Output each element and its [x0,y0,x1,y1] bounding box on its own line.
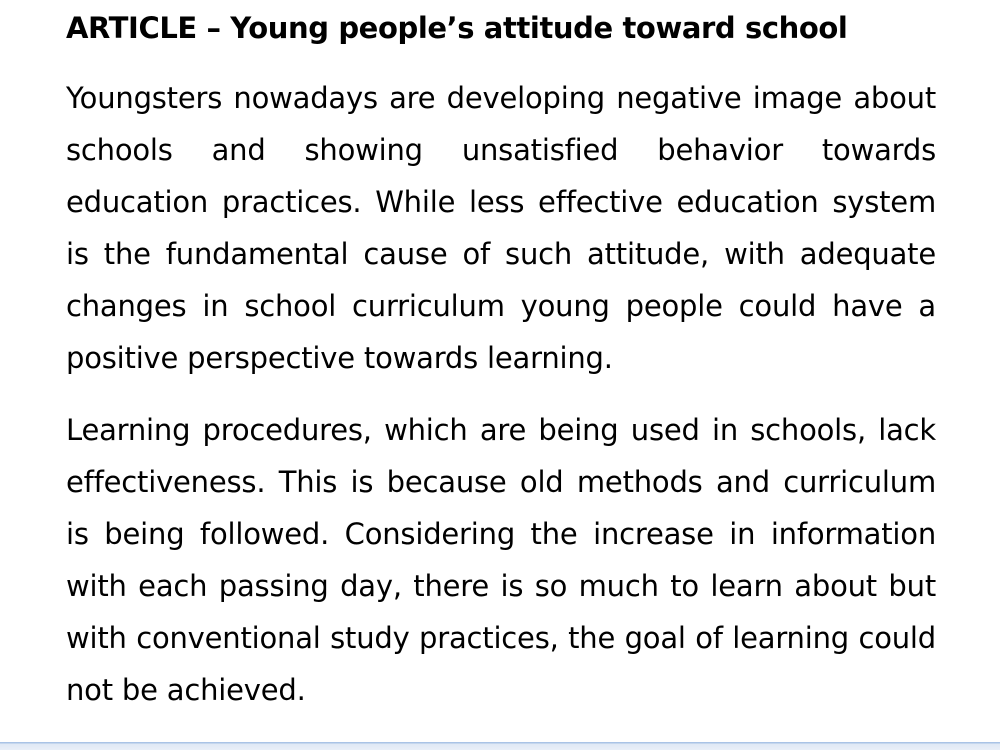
window-bottom-border [0,742,1000,750]
article-paragraph-2: Learning procedures, which are being used in schools, lack effectiveness. This is because old methods and curriculum is being followed. Considering the increase in information with each passing day, there is so much to learn about but with conventional study practices, the goal of learning could not be achieved. [66,413,936,707]
article-paragraph-1: Youngsters nowadays are developing negative image about schools and showing unsatisfied behavior towards education practices. While less effective education system is the fundamental cause of such attitude, with adequate changes in school curriculum young people could have a positive perspective towards learning. [66,81,936,375]
article-title: ARTICLE – Young people’s attitude toward school [66,11,848,45]
document-page [66,0,936,740]
